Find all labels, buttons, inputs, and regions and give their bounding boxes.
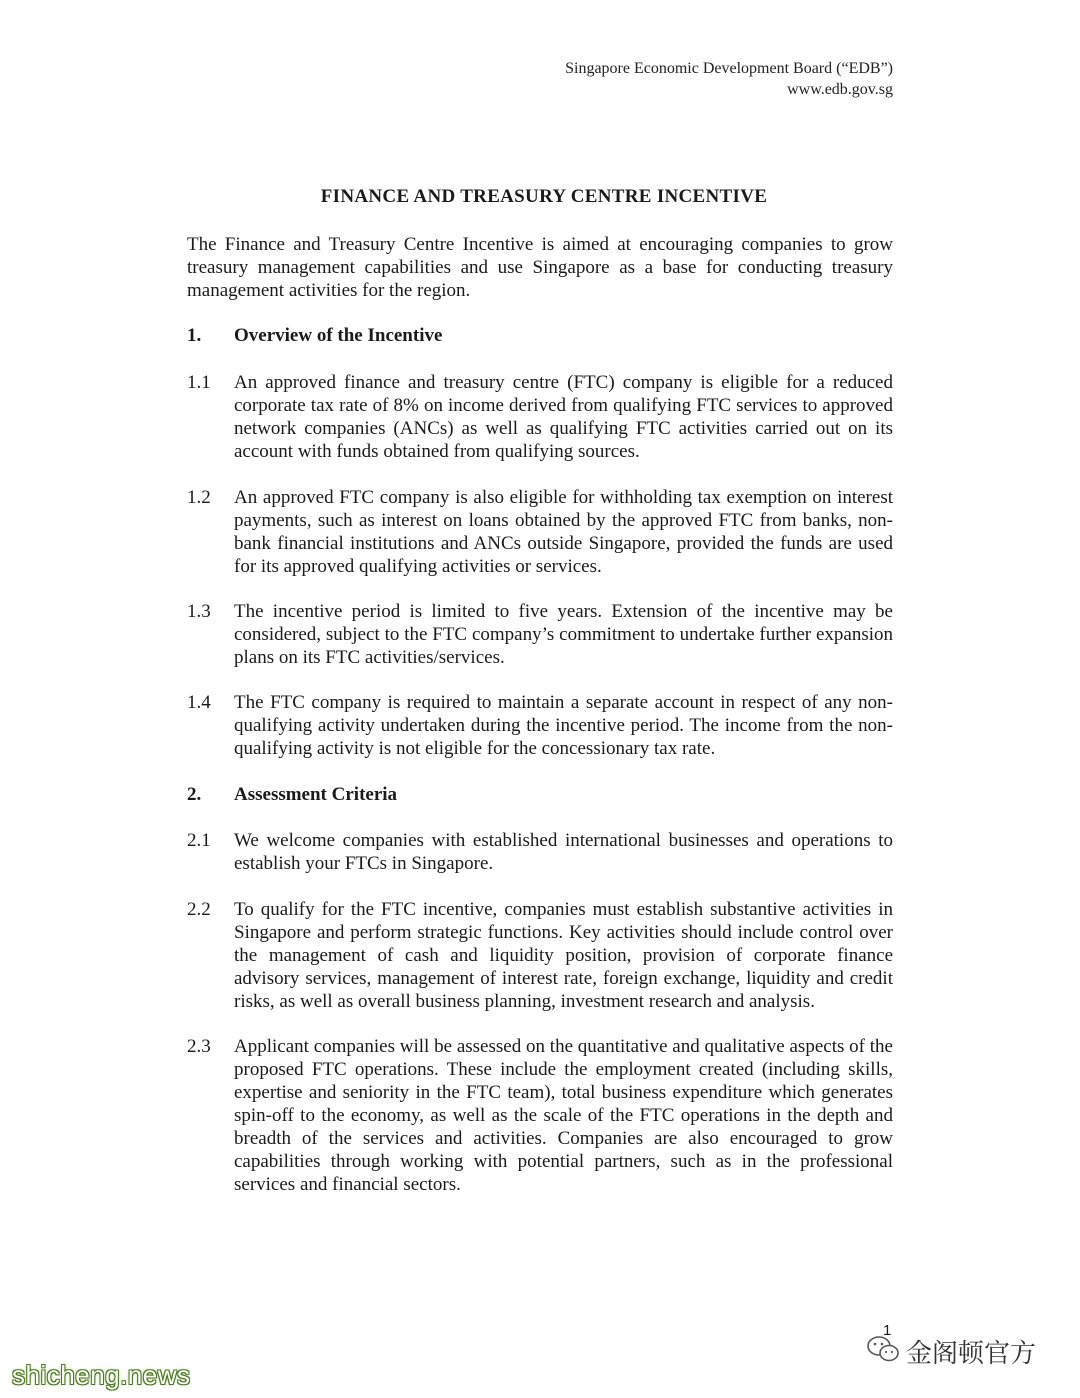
brand-name: 金阁顿官方 [906,1339,1037,1369]
paragraph-number: 1.1 [187,372,211,393]
numbered-paragraph [187,371,893,463]
paragraph-text: Applicant companies will be assessed on the quantitative and qualitative aspects of the proposed FTC operations. These include the employment created (including skills, expertise and seniority in the FTC team), total business expenditure which generates spin-off to the economy, as well as the scale of the FTC operations in the depth and breadth of the services and activities. Companies are also encouraged to grow capabilities through working with potential partners, such as in the professional services and financial sectors. [234,1036,893,1195]
paragraph-text: An approved finance and treasury centre (FTC) company is eligible for a reduced corporate tax rate of 8% on income derived from qualifying FTC services to approved network companies (ANCs) as well as qualifying FTC activities carried out on its account with funds obtained from qualifying sources. [234,372,893,462]
paragraph-number: 1.4 [187,692,211,713]
section-title: Overview of the Incentive [234,325,443,346]
paragraph-text: To qualify for the FTC incentive, companies must establish substantive activities in Singapore and perform strategic functions. Key activities should include control over the management of cash and liquidity position, provision of corporate finance advisory services, management of interest rate, foreign exchange, liquidity and credit risks, as well as overall business planning, investment research and analysis. [234,899,893,1012]
numbered-paragraph [187,691,893,760]
paragraph-text: The incentive period is limited to five years. Extension of the incentive may be considered, subject to the FTC company’s commitment to undertake further expansion plans on its FTC activities/services. [234,601,893,668]
intro-paragraph: The Finance and Treasury Centre Incentive is aimed at encouraging companies to grow treasury management capabilities and use Singapore as a base for conducting treasury management activities for the region. [187,234,893,301]
brand-watermark [866,1333,1036,1370]
paragraph-text: We welcome companies with established international businesses and operations to establish your FTCs in Singapore. [234,830,893,874]
paragraph-number: 2.3 [187,1036,211,1057]
site-watermark: shicheng.news [12,1360,191,1390]
numbered-paragraph [187,829,893,875]
paragraph-text: An approved FTC company is also eligible for withholding tax exemption on interest payments, such as interest on loans obtained by the approved FTC from banks, non-bank financial institutions and ANCs outside Singapore, provided the funds are used for its approved qualifying activities or services. [234,487,893,577]
wechat-icon [866,1335,900,1368]
document-title: FINANCE AND TREASURY CENTRE INCENTIVE [320,186,768,207]
paragraph-number: 2.2 [187,899,211,920]
section-number: 2. [187,784,202,805]
section-title: Assessment Criteria [234,784,398,805]
paragraph-number: 1.3 [187,601,211,622]
numbered-paragraph [187,600,893,669]
paragraph-text: The FTC company is required to maintain a separate account in respect of any non-qualifying activity undertaken during the incentive period. The income from the non-qualifying activity is not eligible for the concessionary tax rate. [234,692,893,759]
numbered-paragraph [187,898,893,1013]
header-org: Singapore Economic Development Board (“EDB”) [565,60,893,77]
paragraph-number: 1.2 [187,487,211,508]
document-header [565,58,893,100]
page-number: 1 [883,1322,892,1339]
paragraph-number: 2.1 [187,830,211,851]
section-number: 1. [187,325,202,346]
numbered-paragraph [187,486,893,578]
header-url: www.edb.gov.sg [787,81,893,98]
numbered-paragraph [187,1035,893,1196]
